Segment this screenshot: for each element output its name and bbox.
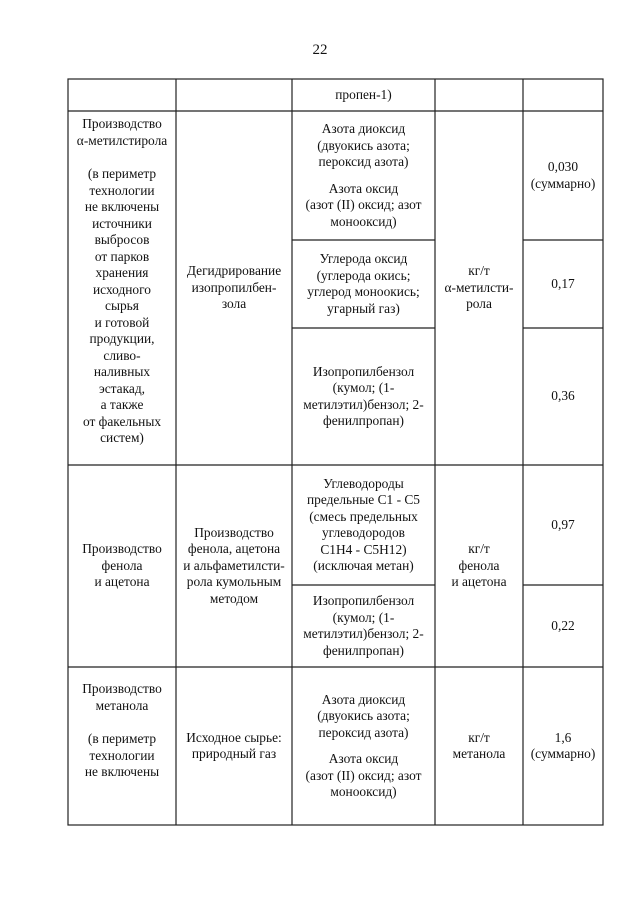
process-cell-2 — [176, 465, 292, 667]
substance-line: (кумол; (1- — [332, 609, 395, 625]
substance-line: пероксид азота) — [318, 724, 409, 740]
substance-line: пероксид азота) — [318, 154, 409, 169]
production-note-line: исходного — [93, 281, 151, 297]
substance-line: предельные С1 - С5 — [306, 492, 421, 507]
substance-line: (углерода окись; — [316, 267, 411, 283]
value-note: (суммарно) — [530, 746, 596, 761]
unit-cell-1 — [435, 111, 523, 465]
value-text: 1,6 — [554, 729, 572, 745]
production-note-line: от факельных — [82, 413, 162, 429]
substance-cell — [292, 240, 435, 328]
production-cell-1 — [68, 116, 176, 461]
production-cell-2 — [68, 465, 176, 667]
value-cell — [523, 585, 603, 667]
unit-cell-3 — [435, 667, 523, 825]
production-note-line: наливных — [93, 364, 151, 379]
substance-line: Азота диоксид — [321, 121, 406, 136]
value-cell — [523, 111, 603, 240]
production-title-line: Производство — [82, 541, 162, 557]
unit-line: рола — [466, 296, 492, 312]
substance-line: углерод моноокись; — [307, 284, 420, 299]
value-cell — [523, 667, 603, 825]
process-cell-1 — [176, 111, 292, 465]
substance-line: угарный газ) — [327, 300, 400, 316]
substance-line: метилэтил)бензол; 2- — [303, 626, 424, 641]
process-line: Производство — [194, 524, 274, 540]
substance-line: метилэтил)бензол; 2- — [303, 396, 424, 412]
unit-line: α-метилсти- — [444, 279, 514, 295]
value-text: 0,97 — [551, 516, 575, 532]
process-line: Дегидрирование — [186, 263, 282, 279]
value-text: 0,22 — [551, 617, 575, 633]
production-cell-3 — [68, 681, 176, 825]
value-note: (суммарно) — [530, 175, 596, 191]
substance-line: (кумол; (1- — [332, 380, 395, 395]
continuation-text: пропен-1) — [335, 86, 392, 102]
substance-line: Азота оксид — [328, 751, 399, 766]
substance-cell — [292, 111, 435, 240]
process-line: Исходное сырье: — [186, 729, 282, 745]
value-cell — [523, 328, 603, 465]
production-title-line: Производство — [82, 681, 162, 696]
unit-line: кг/т — [468, 541, 490, 557]
production-note-line: от парков — [94, 248, 150, 264]
production-title-line: фенола — [101, 557, 143, 573]
production-note-line: эстакад, — [98, 380, 146, 396]
substance-line: монооксид) — [330, 784, 397, 799]
substance-line: Азота диоксид — [321, 691, 406, 707]
production-note-line: источники — [92, 215, 152, 231]
production-note-line: технологии — [89, 182, 155, 198]
substance-line: (исключая метан) — [313, 558, 414, 573]
substance-line: углеводородов — [321, 525, 405, 540]
unit-line: кг/т — [468, 729, 490, 745]
process-line: рола кумольным — [186, 574, 282, 590]
value-text: 0,36 — [551, 388, 575, 404]
value-text: 0,17 — [551, 275, 575, 291]
substance-cell — [292, 328, 435, 465]
unit-cell-2 — [435, 465, 523, 667]
unit-line: метанола — [452, 746, 506, 761]
production-note-line: и готовой — [94, 314, 150, 330]
value-cell — [523, 240, 603, 328]
substance-line: Изопропилбензол — [312, 363, 415, 379]
continuation-cell — [292, 79, 435, 111]
substance-line: монооксид) — [330, 213, 397, 229]
page-number: 22 — [312, 42, 328, 58]
substance-line: фенилпропан) — [323, 642, 404, 658]
substance-line: (азот (II) оксид; азот — [305, 197, 422, 212]
substance-line: (двуокись азота; — [317, 708, 410, 723]
production-note-line: а также — [100, 397, 144, 412]
substance-line: Изопропилбензол — [312, 593, 415, 608]
substance-cell — [292, 465, 435, 585]
production-note-line: сливо- — [103, 347, 141, 363]
production-note-line: сырья — [105, 298, 139, 313]
unit-line: кг/т — [468, 263, 490, 279]
production-title-line: и ацетона — [94, 574, 150, 590]
production-note-line: (в периметр — [87, 731, 157, 746]
production-title-line: Производство — [82, 116, 162, 131]
production-note-line: выбросов — [94, 232, 150, 247]
production-title-line: метанола — [95, 697, 149, 713]
production-note-line: продукции, — [89, 331, 155, 346]
substance-cell — [292, 585, 435, 667]
unit-line: и ацетона — [451, 574, 507, 590]
production-note-line: систем) — [100, 430, 144, 445]
process-line: зола — [221, 296, 247, 312]
value-cell — [523, 465, 603, 585]
process-line: и альфаметилсти- — [183, 557, 285, 573]
process-line: изопропилбен- — [191, 279, 277, 295]
production-note-line: не включены — [84, 199, 160, 214]
substance-line: Углеводороды — [323, 475, 404, 491]
process-cell-3 — [176, 667, 292, 825]
substance-line: (двуокись азота; — [317, 137, 410, 153]
substance-cell — [292, 667, 435, 825]
substance-line: Углерода оксид — [319, 251, 408, 266]
value-text: 0,030 — [547, 159, 579, 174]
process-line: природный газ — [191, 746, 277, 761]
process-line: фенола, ацетона — [187, 541, 281, 557]
production-note-line: не включены — [84, 764, 160, 779]
production-note-line: хранения — [95, 265, 149, 280]
unit-line: фенола — [458, 557, 500, 573]
production-note-line: технологии — [89, 747, 155, 763]
process-line: методом — [209, 590, 259, 606]
substance-line: (азот (II) оксид; азот — [305, 767, 422, 783]
substance-line: С1Н4 - С5Н12) — [320, 541, 407, 557]
substance-line: (смесь предельных — [309, 508, 418, 524]
substance-line: фенилпропан) — [323, 413, 404, 428]
substance-line: Азота оксид — [328, 180, 399, 196]
production-note-line: (в периметр — [87, 166, 157, 181]
production-title-line: α-метилстирола — [76, 132, 168, 148]
